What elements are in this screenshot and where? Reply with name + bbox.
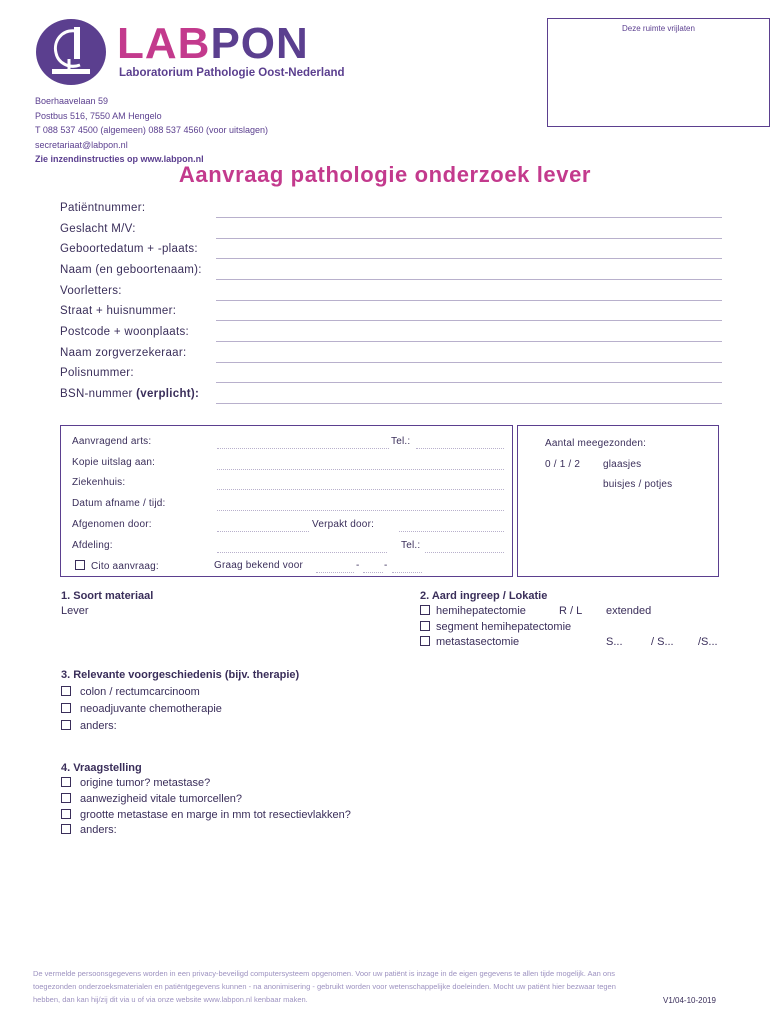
checkbox[interactable]	[61, 793, 71, 803]
field-geboortedatum[interactable]	[60, 240, 722, 260]
label-ziekenhuis: Ziekenhuis:	[72, 477, 126, 488]
address-phone: T 088 537 4500 (algemeen) 088 537 4560 (voor uitslagen)	[35, 125, 268, 135]
label-tel: Tel.:	[391, 436, 411, 447]
option-extended: extended	[606, 605, 652, 617]
label-afdeling: Afdeling:	[72, 540, 113, 551]
date-separator: -	[384, 560, 388, 571]
option-label: metastasectomie	[436, 636, 520, 648]
input-afgenomen-door[interactable]	[217, 531, 309, 532]
input-kopie-uitslag[interactable]	[217, 469, 504, 470]
option-label: anders:	[80, 720, 117, 732]
option-side: R / L	[559, 605, 583, 617]
checkbox[interactable]	[420, 636, 430, 646]
label-verpakt-door: Verpakt door:	[312, 519, 375, 530]
field-line	[216, 362, 722, 363]
input-tel[interactable]	[416, 448, 504, 449]
address-street: Boerhaavelaan 59	[35, 96, 109, 106]
footer-line: toegezonden onderzoeksmaterialen en patiëntgegevens kunnen - na anonimisering - gebruikt worden voor wetenschappelijke doeleinden. Mocht uw patiënt hier bezwaar tegen	[33, 982, 616, 991]
segment-input-3[interactable]: /S...	[698, 636, 718, 648]
label-afgenomen-door: Afgenomen door:	[72, 519, 152, 530]
version-label: V1/04-10-2019	[663, 996, 716, 1005]
option-grootte-metastase[interactable]	[61, 809, 351, 821]
field-straat[interactable]	[60, 302, 722, 322]
field-line	[216, 403, 722, 404]
cito-checkbox[interactable]	[75, 560, 85, 570]
field-label: Polisnummer:	[60, 367, 134, 379]
option-anders[interactable]	[61, 720, 117, 732]
page-title: Aanvraag pathologie onderzoek lever	[178, 162, 592, 187]
section-vraagstelling-title: 4. Vraagstelling	[61, 762, 142, 774]
field-label: Voorletters:	[60, 285, 122, 297]
field-line	[216, 300, 722, 301]
address-block	[35, 94, 268, 167]
request-box	[60, 425, 513, 577]
field-label: Straat + huisnummer:	[60, 305, 177, 317]
field-label: Patiëntnummer:	[60, 202, 146, 214]
label-tel-afdeling: Tel.:	[401, 540, 421, 551]
field-postcode[interactable]	[60, 323, 722, 343]
input-aanvragend-arts[interactable]	[217, 448, 389, 449]
option-colon-rectumcarcinoom[interactable]	[61, 686, 200, 698]
checkbox[interactable]	[61, 777, 71, 787]
input-graag-dag[interactable]	[316, 572, 354, 573]
option-label: grootte metastase en marge in mm tot resectievlakken?	[80, 809, 351, 821]
input-ziekenhuis[interactable]	[217, 489, 504, 490]
checkbox[interactable]	[61, 809, 71, 819]
field-label: Naam (en geboortenaam):	[60, 264, 202, 276]
field-bsn[interactable]	[60, 385, 722, 405]
field-line	[216, 382, 722, 383]
option-anders-vraag[interactable]	[61, 824, 117, 836]
address-instructions: Zie inzendinstructies op www.labpon.nl	[35, 154, 204, 164]
label-datum-afname: Datum afname / tijd:	[72, 498, 166, 509]
label-aantal-meegezonden: Aantal meegezonden:	[545, 438, 647, 449]
input-verpakt-door[interactable]	[399, 531, 504, 532]
input-tel-afdeling[interactable]	[425, 552, 504, 553]
date-separator: -	[356, 560, 360, 571]
footer-line: De vermelde persoonsgegevens worden in een privacy-beveiligd computersysteem opgenomen. Voor uw patiënt is inzage in de eigen gegevens te allen tijde mogelijk. Aan ons	[33, 969, 616, 978]
option-segment-hemihepatectomie[interactable]	[420, 621, 571, 633]
field-voorletters[interactable]	[60, 282, 722, 302]
checkbox[interactable]	[420, 605, 430, 615]
section-soort-materiaal-title: 1. Soort materiaal	[61, 590, 154, 602]
bsn-required: (verplicht):	[136, 388, 200, 400]
field-zorgverzekeraar[interactable]	[60, 344, 722, 364]
section-aard-ingreep-title: 2. Aard ingreep / Lokatie	[420, 590, 548, 602]
field-line	[216, 217, 722, 218]
option-neoadjuvante-chemotherapie[interactable]	[61, 703, 222, 715]
option-vitale-tumorcellen[interactable]	[61, 793, 242, 805]
option-label: hemihepatectomie	[436, 605, 526, 617]
checkbox[interactable]	[61, 703, 71, 713]
count-options[interactable]: 0 / 1 / 2	[545, 459, 581, 470]
label-aanvragend-arts: Aanvragend arts:	[72, 436, 152, 447]
labpon-logo-emblem	[36, 19, 106, 85]
field-geslacht[interactable]	[60, 220, 722, 240]
field-line	[216, 238, 722, 239]
label-glaasjes: glaasjes	[603, 459, 642, 470]
checkbox[interactable]	[61, 720, 71, 730]
field-polisnummer[interactable]	[60, 364, 722, 384]
segment-input-1[interactable]: S...	[606, 636, 623, 648]
address-postbus: Postbus 516, 7550 AM Hengelo	[35, 110, 162, 121]
cito-label: Cito aanvraag:	[91, 561, 159, 572]
field-label: Naam zorgverzekeraar:	[60, 347, 187, 359]
label-buisjes: buisjes / potjes	[603, 479, 673, 490]
reserved-space-box	[547, 18, 770, 127]
label-kopie-uitslag: Kopie uitslag aan:	[72, 457, 156, 468]
field-naam[interactable]	[60, 261, 722, 281]
checkbox[interactable]	[61, 824, 71, 834]
microscope-icon	[36, 19, 106, 85]
logo-subtitle: Laboratorium Pathologie Oost-Nederland	[119, 67, 345, 79]
option-hemihepatectomie[interactable]	[420, 605, 526, 617]
input-graag-maand[interactable]	[363, 572, 383, 573]
checkbox[interactable]	[420, 621, 430, 631]
section-voorgeschiedenis-title: 3. Relevante voorgeschiedenis (bijv. therapie)	[61, 669, 300, 681]
labpon-logo-wordmark: LABPON	[117, 19, 309, 68]
segment-input-2[interactable]: / S...	[651, 636, 674, 648]
field-line	[216, 258, 722, 259]
field-line	[216, 320, 722, 321]
option-metastasectomie[interactable]	[420, 636, 519, 648]
input-afdeling[interactable]	[217, 552, 387, 553]
reserved-space-label: Deze ruimte vrijlaten	[622, 24, 695, 33]
bsn-label: BSN-nummer	[60, 388, 133, 400]
option-label: anders:	[80, 824, 117, 836]
option-origine-tumor[interactable]	[61, 777, 210, 789]
option-label: origine tumor? metastase?	[80, 777, 211, 789]
field-patientnummer[interactable]	[60, 199, 722, 219]
privacy-footer	[33, 967, 740, 1006]
field-label: Geboortedatum + -plaats:	[60, 243, 198, 255]
option-label: segment hemihepatectomie	[436, 621, 572, 633]
field-label: Geslacht M/V:	[60, 223, 136, 235]
input-datum-afname[interactable]	[217, 510, 504, 511]
footer-line: hebben, dan kan hij/zij dit via u of via onze website www.labpon.nl kenbaar maken.	[33, 995, 308, 1004]
field-label	[60, 388, 199, 400]
soort-materiaal-value: Lever	[61, 605, 89, 617]
field-label: Postcode + woonplaats:	[60, 326, 190, 338]
input-graag-jaar[interactable]	[392, 572, 422, 573]
field-line	[216, 341, 722, 342]
address-email: secretariaat@labpon.nl	[35, 139, 128, 150]
option-label: neoadjuvante chemotherapie	[80, 703, 222, 715]
count-box	[517, 425, 719, 577]
checkbox[interactable]	[61, 686, 71, 696]
field-line	[216, 279, 722, 280]
cito-aanvraag[interactable]	[75, 560, 159, 572]
option-label: colon / rectumcarcinoom	[80, 686, 200, 698]
label-graag-bekend: Graag bekend voor	[214, 560, 304, 571]
option-label: aanwezigheid vitale tumorcellen?	[80, 793, 243, 805]
